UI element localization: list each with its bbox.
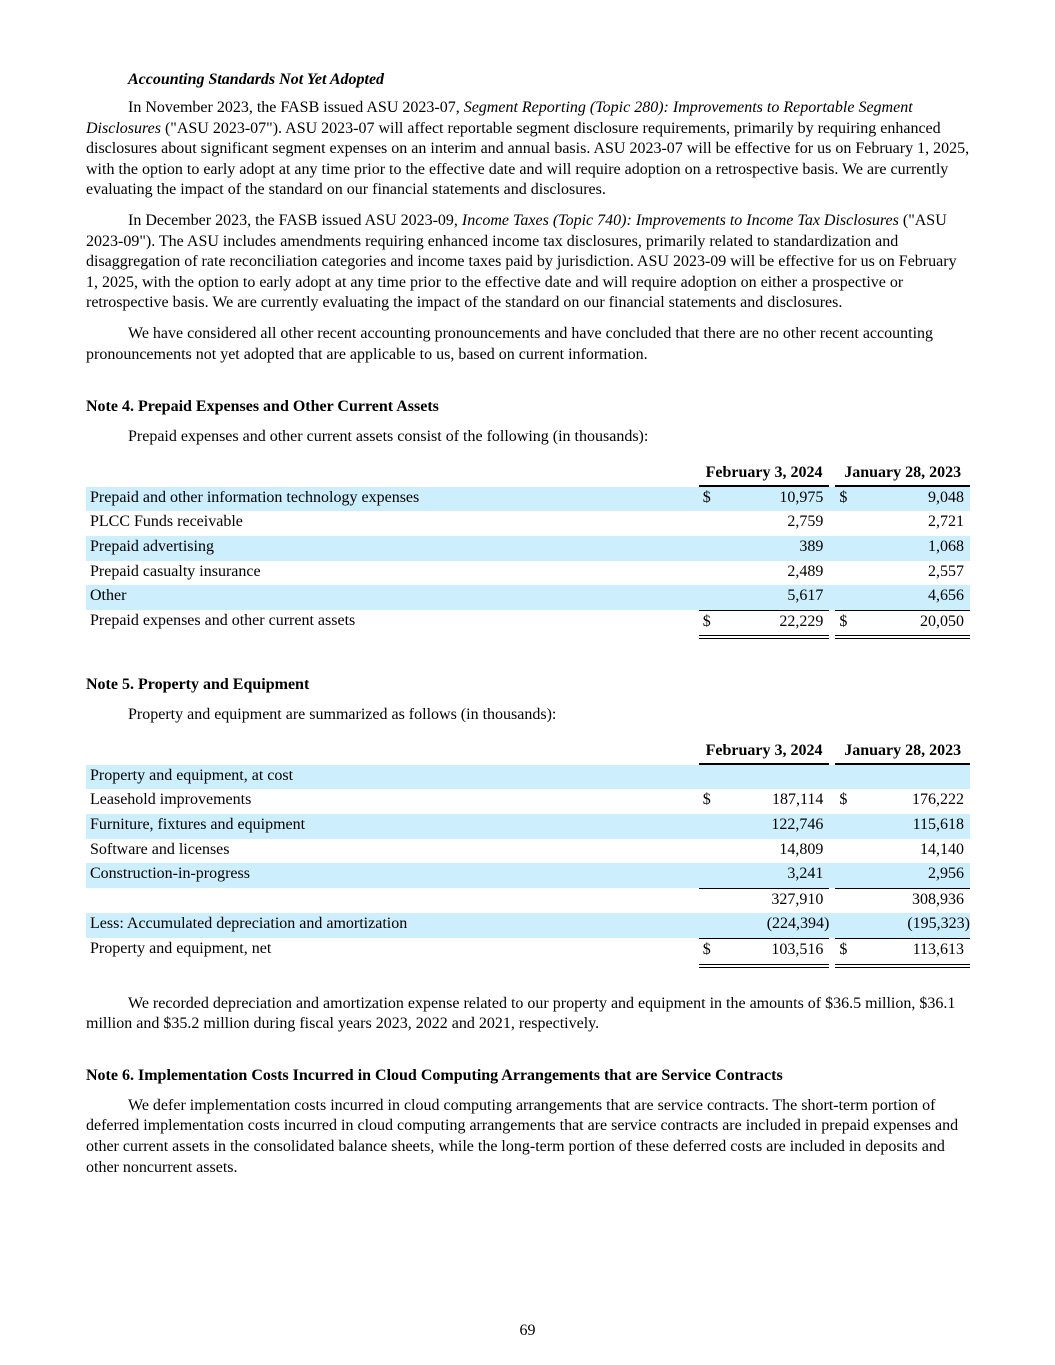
table-row: Prepaid casualty insurance 2,489 2,557	[90, 562, 964, 580]
accounting-standards-heading: Accounting Standards Not Yet Adopted	[128, 71, 385, 88]
asu-2023-07-paragraph: In November 2023, the FASB issued ASU 2023-07, Segment Reporting (Topic 280): Improvements to Reportable Segment Disclosures ("ASU 2023-07"). ASU 2023-07 will affect reportable segment disclosure requirements, primarily by requiring enhanced disclosures about significant segment expenses on an interim and annual basis. ASU 2023-07 will be effective for us on February 1, 2025, with the option to early adopt at any time prior to the effective date and will require adoption on a retrospective basis. We are currently evaluating the impact of the standard on our financial statements and disclosures.	[86, 99, 970, 199]
column-header: February 3, 2024	[699, 462, 830, 487]
column-header: February 3, 2024	[699, 740, 830, 765]
table-section-row: Property and equipment, at cost	[86, 765, 970, 790]
table-row: Furniture, fixtures and equipment 122,746 115,618	[86, 814, 970, 839]
note5-intro: Property and equipment are summarized as follows (in thousands):	[128, 706, 557, 724]
column-header: January 28, 2023	[835, 740, 970, 765]
page-number: 69	[519, 1322, 536, 1339]
table-total-row: Prepaid expenses and other current assets $ 22,229 $ 20,050	[86, 610, 970, 640]
asu-2023-09-paragraph: In December 2023, the FASB issued ASU 2023-09, Income Taxes (Topic 740): Improvements to Income Tax Disclosures ("ASU 2023-09"). The ASU includes amendments requiring enhanced income tax disclosures, primarily related to standardization and disaggregation of rate reconciliation categories and income taxes paid by jurisdiction. ASU 2023-09 will be effective for us on February 1, 2025, with the option to early adopt at any time prior to the effective date and will require adoption on either a prospective or retrospective basis. We are currently evaluating the impact of the standard on our financial statements and disclosures.	[86, 211, 957, 312]
table-subtotal-row: 327,910 308,936	[86, 888, 970, 914]
table-total-row: Property and equipment, net $ 103,516 $ 113,613	[86, 938, 970, 968]
note4-intro: Prepaid expenses and other current assets consist of the following (in thousands):	[128, 428, 649, 446]
note4-table	[86, 462, 970, 640]
note5-title: Note 5. Property and Equipment	[86, 676, 310, 694]
document-page	[86, 68, 970, 1178]
table-row: Software and licenses 14,809 14,140	[90, 840, 964, 858]
other-pronouncements-paragraph: We have considered all other recent accounting pronouncements and have concluded that there are no other recent accounting pronouncements not yet adopted that are applicable to us, based on current information.	[86, 324, 934, 363]
table-row: Construction-in-progress 3,241 2,956	[86, 863, 970, 888]
table-row: Prepaid and other information technology expenses $ 10,975 $ 9,048	[86, 487, 970, 512]
note6-title: Note 6. Implementation Costs Incurred in Cloud Computing Arrangements that are Service Contracts	[86, 1066, 783, 1084]
note6-paragraph: We defer implementation costs incurred in cloud computing arrangements that are service contracts. The short-term portion of deferred implementation costs incurred in cloud computing arrangements that are service contracts are included in prepaid expenses and other current assets in the consolidated balance sheets, while the long-term portion of these deferred costs are included in deposits and other noncurrent assets.	[86, 1096, 959, 1176]
note5-table	[86, 740, 970, 968]
note4-title: Note 4. Prepaid Expenses and Other Current Assets	[86, 398, 439, 416]
depreciation-paragraph: We recorded depreciation and amortization expense related to our property and equipment in the amounts of $36.5 million, $36.1 million and $35.2 million during fiscal years 2023, 2022 and 2021, respectively.	[86, 994, 956, 1033]
table-row: Other 5,617 4,656	[86, 585, 970, 610]
table-row: PLCC Funds receivable 2,759 2,721	[90, 513, 964, 531]
column-header: January 28, 2023	[835, 462, 970, 487]
table-header-row	[86, 462, 970, 487]
table-row: Leasehold improvements $ 187,114 $ 176,222	[90, 791, 964, 809]
table-header-row	[86, 740, 970, 765]
table-row: Prepaid advertising 389 1,068	[86, 536, 970, 561]
table-row: Less: Accumulated depreciation and amortization (224,394) (195,323)	[86, 913, 970, 938]
